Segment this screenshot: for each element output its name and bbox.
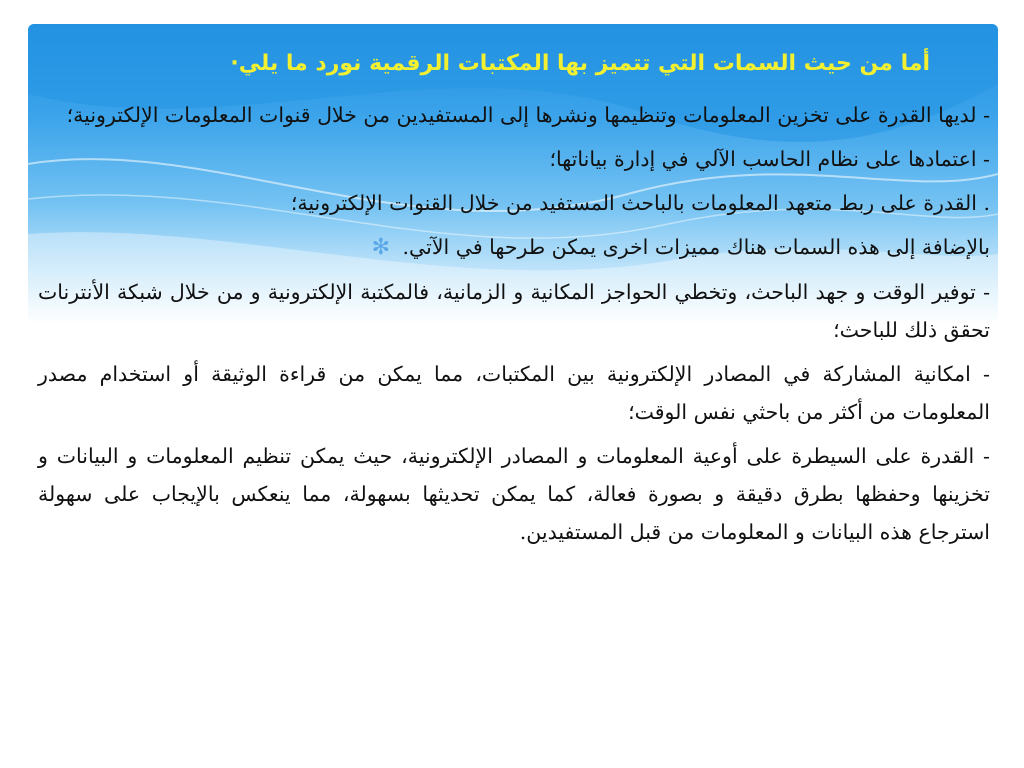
bullet-item-text: بالإضافة إلى هذه السمات هناك مميزات اخرى يمكن طرحها في الآتي. <box>402 235 990 259</box>
slide-content <box>38 44 990 557</box>
paragraph-resource-sharing: - امكانية المشاركة في المصادر الإلكترونية بين المكتبات، مما يمكن من قراءة الوثيقة أو استخدام مصدر المعلومات من أكثر من باحثي نفس الوقت؛ <box>38 362 990 424</box>
bullet-item <box>38 228 990 267</box>
paragraph-control: - القدرة على السيطرة على أوعية المعلومات و المصادر الإلكترونية، حيث يمكن تنظيم المعلومات و البيانات و تخزينها وحفظها بطرق دقيقة و بصورة فعالة، كما يمكن تحديثها بسهولة، مما ينعكس بالإيجاب على سهولة استرجاع هذه البيانات و المعلومات من قبل المستفيدين. <box>38 444 990 544</box>
star-icon: ✻ <box>371 235 390 260</box>
paragraph-storage: - لديها القدرة على تخزين المعلومات وتنظيمها ونشرها إلى المستفيدين من خلال قنوات المعلومات الإلكترونية؛ <box>66 103 990 127</box>
slide-title: أما من حيث السمات التي تتميز بها المكتبات الرقمية نورد ما يلي· <box>230 51 930 76</box>
paragraph-linking: . القدرة على ربط متعهد المعلومات بالباحث المستفيد من خلال القنوات الإلكترونية؛ <box>290 191 990 215</box>
paragraph-time-saving: - توفير الوقت و جهد الباحث، وتخطي الحواجز المكانية و الزمانية، فالمكتبة الإلكترونية و من خلال شبكة الأنترنات تحقق ذلك للباحث؛ <box>38 280 990 342</box>
paragraph-computer-system: - اعتمادها على نظام الحاسب الآلي في إدارة بياناتها؛ <box>549 147 990 171</box>
